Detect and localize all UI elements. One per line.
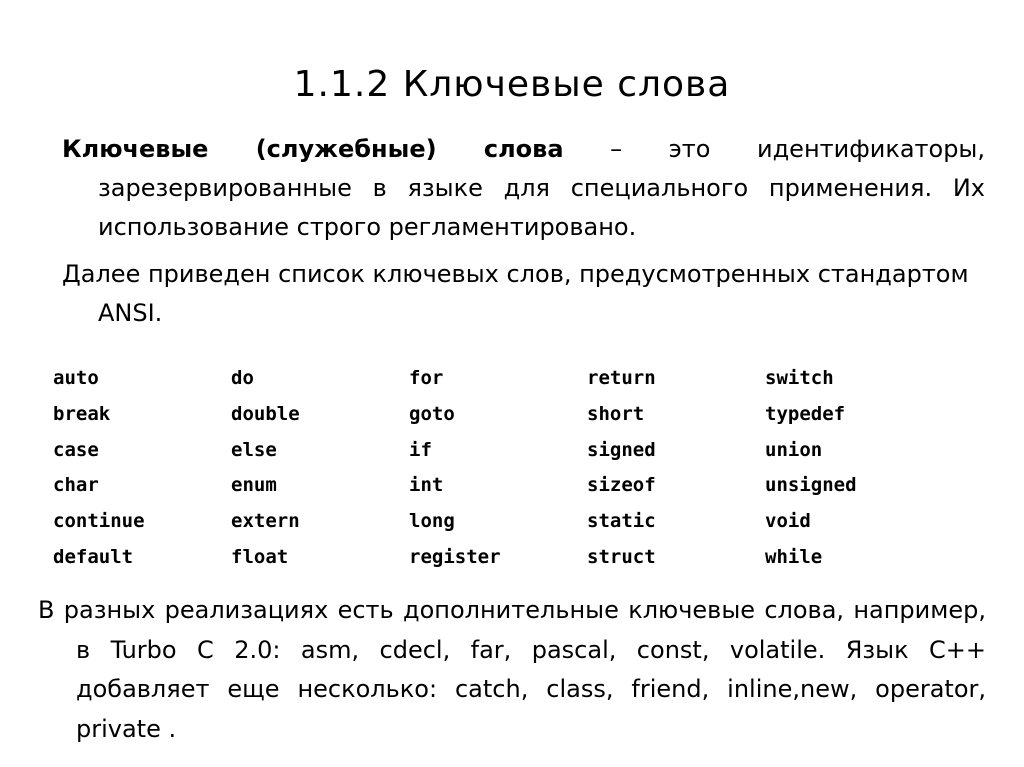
keyword-cell: switch	[765, 367, 834, 389]
keyword-cell: do	[231, 367, 254, 389]
keyword-table	[53, 364, 943, 579]
keyword-cell: short	[587, 402, 645, 425]
keyword-cell: int	[409, 474, 444, 497]
keyword-cell: for	[409, 367, 444, 389]
intro-definition: – это идентификаторы, зарезервированные в языке для специального применения. Их использование строго регламентировано.	[98, 135, 986, 241]
keyword-cell: auto	[53, 367, 99, 389]
keyword-cell: extern	[231, 510, 300, 533]
keyword-cell: register	[409, 545, 501, 568]
intro-paragraph	[62, 130, 985, 247]
keyword-cell: if	[409, 438, 432, 461]
keyword-cell: while	[765, 545, 823, 568]
keyword-cell: struct	[587, 545, 656, 568]
keyword-cell: goto	[409, 402, 455, 425]
intro-term: Ключевые (служебные) слова	[62, 135, 564, 163]
keyword-cell: typedef	[765, 402, 846, 425]
keyword-cell: static	[587, 510, 656, 533]
list-intro-paragraph: Далее приведен список ключевых слов, предусмотренных стандартом ANSI.	[62, 260, 969, 327]
keyword-cell: void	[765, 510, 811, 533]
keyword-cell: long	[409, 510, 455, 533]
keyword-cell: float	[231, 545, 289, 568]
keyword-cell: default	[53, 545, 134, 568]
closing-paragraph: В разных реализациях есть дополнительные ключевые слова, например, в Turbo C 2.0: asm, cdecl, far, pascal, const, volatile. Язык С++ добавляет еще несколько: catch, class, friend, inline,new, operator, private .	[38, 596, 986, 743]
keyword-cell: continue	[53, 510, 145, 533]
keyword-cell: unsigned	[765, 474, 857, 497]
keyword-cell: case	[53, 438, 99, 461]
keyword-cell: union	[765, 438, 823, 461]
slide-title: 1.1.2 Ключевые слова	[293, 64, 731, 105]
keyword-cell: enum	[231, 474, 277, 497]
keyword-cell: sizeof	[587, 474, 656, 497]
keyword-cell: signed	[587, 438, 656, 461]
keyword-cell: char	[53, 474, 99, 497]
keyword-cell: double	[231, 402, 300, 425]
keyword-cell: else	[231, 438, 277, 461]
keyword-cell: return	[587, 367, 656, 389]
keyword-cell: break	[53, 402, 111, 425]
